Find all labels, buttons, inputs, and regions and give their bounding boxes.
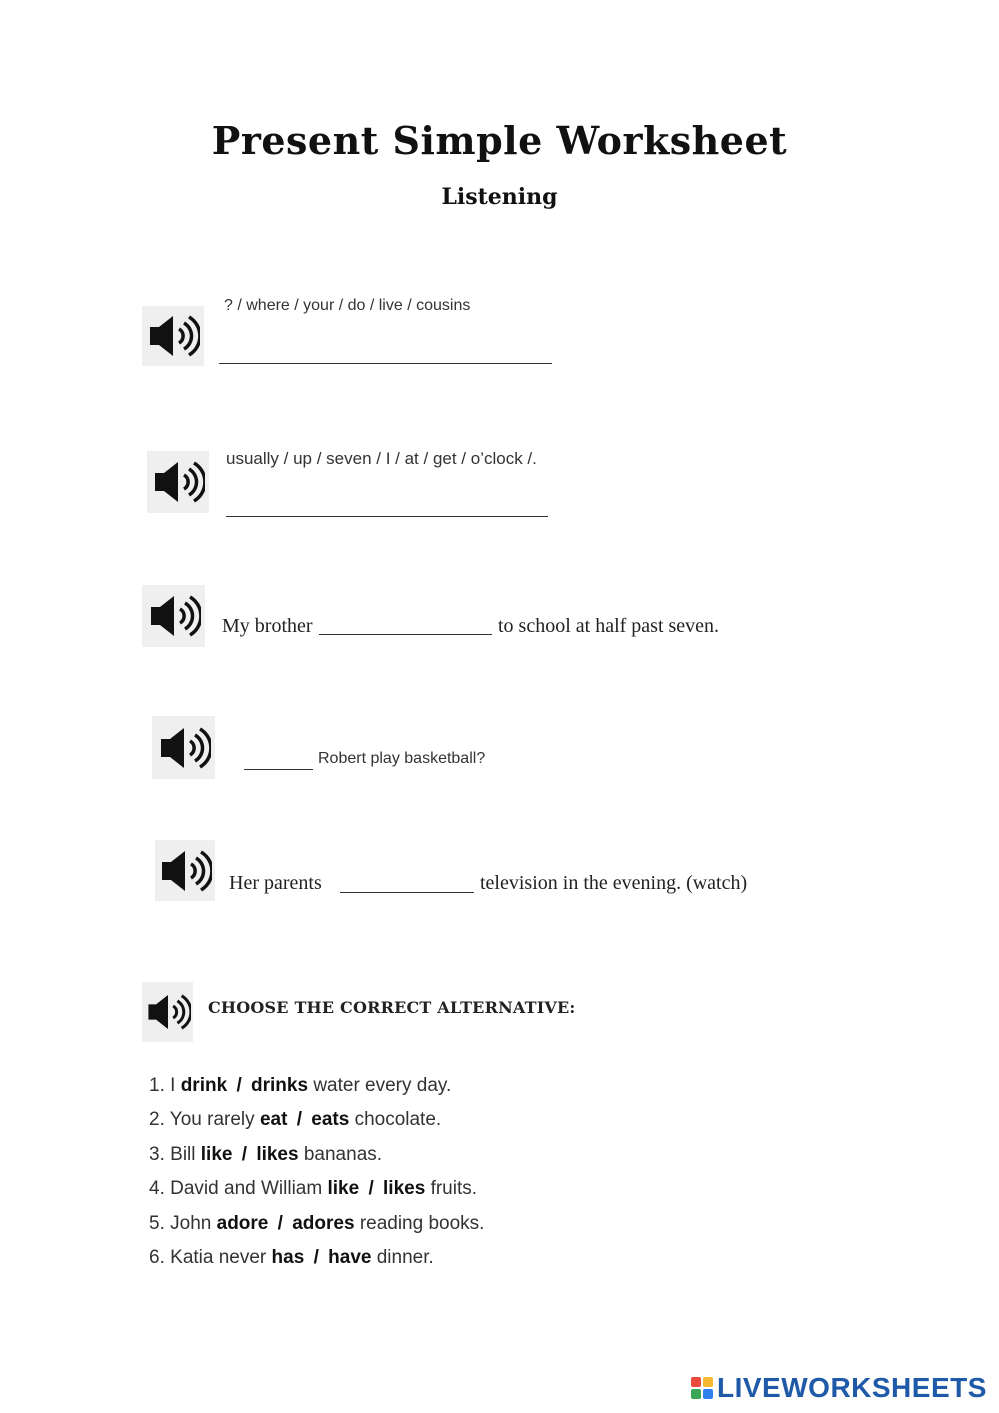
option-2[interactable]: eats — [311, 1109, 350, 1131]
item-text: I — [170, 1075, 176, 1096]
item-number: 4. — [149, 1178, 165, 1200]
list-item — [149, 1212, 484, 1246]
option-2[interactable]: likes — [256, 1143, 299, 1165]
option-separator: / — [368, 1178, 374, 1200]
exercise-3-text-before: My brother — [222, 615, 313, 637]
speaker-icon[interactable] — [155, 840, 215, 901]
option-1[interactable]: like — [327, 1178, 360, 1200]
exercise-5-text-after: television in the evening. (watch) — [480, 872, 748, 894]
exercise-4-answer-line[interactable] — [244, 769, 313, 770]
exercise-5-answer-line[interactable] — [340, 892, 474, 893]
item-text: water every day. — [313, 1075, 452, 1096]
page-subtitle: Listening — [441, 184, 558, 210]
option-1[interactable]: drink — [180, 1075, 228, 1096]
option-separator: / — [313, 1246, 319, 1268]
item-text: reading books. — [359, 1212, 485, 1234]
speaker-icon[interactable] — [142, 585, 205, 647]
exercise-1-answer-line[interactable] — [219, 363, 552, 364]
item-text: chocolate. — [354, 1109, 442, 1131]
option-1[interactable]: eat — [259, 1109, 288, 1131]
option-separator: / — [296, 1109, 302, 1131]
speaker-icon[interactable] — [147, 451, 209, 513]
item-text: bananas. — [303, 1143, 383, 1165]
alternatives-list — [149, 1074, 484, 1280]
exercise-5-text-before: Her parents — [229, 872, 322, 894]
item-number: 6. — [149, 1246, 165, 1268]
item-text: fruits. — [430, 1178, 478, 1200]
item-text: You rarely — [169, 1109, 255, 1131]
option-1[interactable]: has — [271, 1246, 305, 1268]
option-separator: / — [277, 1212, 283, 1234]
exercise-1-prompt: ? / where / your / do / live / cousins — [224, 297, 471, 314]
speaker-icon[interactable] — [142, 306, 204, 366]
list-item — [149, 1177, 484, 1211]
option-2[interactable]: drinks — [251, 1075, 309, 1096]
option-separator: / — [241, 1143, 248, 1165]
choose-heading: CHOOSE THE CORRECT ALTERNATIVE: — [208, 998, 576, 1017]
speaker-icon[interactable] — [142, 982, 193, 1042]
item-number: 2. — [149, 1109, 165, 1131]
list-item — [149, 1074, 484, 1108]
exercise-3-answer-line[interactable] — [319, 634, 492, 635]
item-text: David and William — [170, 1178, 323, 1200]
page-title: Present Simple Worksheet — [211, 118, 788, 163]
list-item — [149, 1143, 484, 1177]
list-item — [149, 1108, 484, 1142]
logo-mark-icon — [691, 1377, 713, 1399]
item-number: 3. — [149, 1143, 165, 1165]
option-2[interactable]: likes — [383, 1178, 426, 1200]
exercise-3-text-after: to school at half past seven. — [498, 615, 720, 637]
option-separator: / — [236, 1075, 242, 1096]
liveworksheets-logo — [691, 1372, 987, 1404]
exercise-4-text-after: Robert play basketball? — [318, 750, 486, 767]
item-text: Katia never — [170, 1246, 267, 1268]
logo-text: LIVEWORKSHEETS — [717, 1372, 987, 1403]
option-2[interactable]: adores — [292, 1212, 355, 1234]
item-number: 1. — [149, 1075, 165, 1096]
item-text: dinner. — [376, 1246, 434, 1268]
speaker-icon[interactable] — [152, 716, 215, 779]
item-text: Bill — [170, 1143, 196, 1165]
exercise-2-prompt: usually / up / seven / I / at / get / o’clock /. — [226, 449, 537, 468]
option-1[interactable]: adore — [216, 1212, 269, 1234]
exercise-2-answer-line[interactable] — [226, 516, 548, 517]
list-item — [149, 1246, 484, 1280]
option-1[interactable]: like — [200, 1143, 233, 1165]
item-text: John — [170, 1212, 212, 1234]
item-number: 5. — [149, 1212, 165, 1234]
option-2[interactable]: have — [328, 1246, 372, 1268]
